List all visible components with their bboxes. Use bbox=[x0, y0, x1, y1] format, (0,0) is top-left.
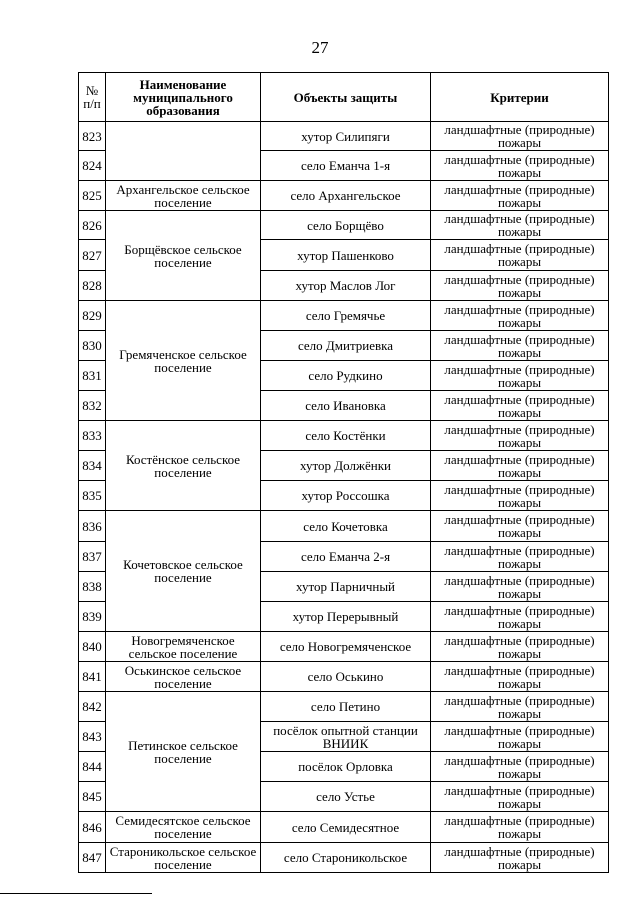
header-num: № п/п bbox=[79, 73, 106, 122]
protection-object-cell: село Ивановка bbox=[261, 391, 431, 421]
protection-object-cell: село Еманча 1-я bbox=[261, 151, 431, 181]
protection-object-cell: село Кочетовка bbox=[261, 511, 431, 542]
criteria-cell: ландшафтные (природные) пожары bbox=[431, 151, 609, 181]
protection-object-cell: хутор Россошка bbox=[261, 481, 431, 511]
criteria-cell: ландшафтные (природные) пожары bbox=[431, 361, 609, 391]
row-number: 833 bbox=[79, 421, 106, 451]
protection-object-cell: село Еманча 2-я bbox=[261, 542, 431, 572]
municipality-cell: Петинское сельское поселение bbox=[106, 692, 261, 812]
criteria-cell: ландшафтные (природные) пожары bbox=[431, 240, 609, 271]
protection-object-cell: хутор Маслов Лог bbox=[261, 271, 431, 301]
protection-object-cell: посёлок опытной станции ВНИИК bbox=[261, 722, 431, 752]
row-number: 829 bbox=[79, 301, 106, 331]
municipality-cell: Староникольское сельское поселение bbox=[106, 843, 261, 873]
row-number: 825 bbox=[79, 181, 106, 211]
table-row bbox=[79, 122, 609, 151]
row-number: 827 bbox=[79, 240, 106, 271]
criteria-cell: ландшафтные (природные) пожары bbox=[431, 542, 609, 572]
criteria-cell: ландшафтные (природные) пожары bbox=[431, 752, 609, 782]
municipality-cell: Гремяченское сельское поселение bbox=[106, 301, 261, 421]
row-number: 823 bbox=[79, 122, 106, 151]
criteria-cell: ландшафтные (природные) пожары bbox=[431, 843, 609, 873]
header-municipality: Наименование муниципального образования bbox=[106, 73, 261, 122]
row-number: 839 bbox=[79, 602, 106, 632]
row-number: 838 bbox=[79, 572, 106, 602]
protection-objects-table bbox=[78, 72, 609, 873]
protection-object-cell: село Староникольское bbox=[261, 843, 431, 873]
municipality-cell: Новогремяченское сельское поселение bbox=[106, 632, 261, 662]
row-number: 828 bbox=[79, 271, 106, 301]
protection-object-cell: село Архангельское bbox=[261, 181, 431, 211]
row-number: 832 bbox=[79, 391, 106, 421]
table-body bbox=[79, 122, 609, 873]
protection-object-cell: село Оськино bbox=[261, 662, 431, 692]
criteria-cell: ландшафтные (природные) пожары bbox=[431, 722, 609, 752]
row-number: 843 bbox=[79, 722, 106, 752]
page-number: 27 bbox=[311, 38, 329, 57]
table-row bbox=[79, 843, 609, 873]
row-number: 842 bbox=[79, 692, 106, 722]
criteria-cell: ландшафтные (природные) пожары bbox=[431, 451, 609, 481]
row-number: 847 bbox=[79, 843, 106, 873]
criteria-cell: ландшафтные (природные) пожары bbox=[431, 812, 609, 843]
criteria-cell: ландшафтные (природные) пожары bbox=[431, 301, 609, 331]
table-row bbox=[79, 692, 609, 722]
protection-object-cell: село Борщёво bbox=[261, 211, 431, 240]
row-number: 837 bbox=[79, 542, 106, 572]
row-number: 841 bbox=[79, 662, 106, 692]
header-objects: Объекты защиты bbox=[261, 73, 431, 122]
protection-object-cell: хутор Пашенково bbox=[261, 240, 431, 271]
row-number: 835 bbox=[79, 481, 106, 511]
protection-object-cell: село Семидесятное bbox=[261, 812, 431, 843]
municipality-cell: Борщёвское сельское поселение bbox=[106, 211, 261, 301]
municipality-cell: Архангельское сельское поселение bbox=[106, 181, 261, 211]
protection-object-cell: хутор Должёнки bbox=[261, 451, 431, 481]
municipality-cell: Семидесятское сельское поселение bbox=[106, 812, 261, 843]
criteria-cell: ландшафтные (природные) пожары bbox=[431, 511, 609, 542]
municipality-cell: Кочетовское сельское поселение bbox=[106, 511, 261, 632]
criteria-cell: ландшафтные (природные) пожары bbox=[431, 271, 609, 301]
table-row bbox=[79, 421, 609, 451]
row-number: 836 bbox=[79, 511, 106, 542]
row-number: 844 bbox=[79, 752, 106, 782]
table-row bbox=[79, 181, 609, 211]
protection-object-cell: село Гремячье bbox=[261, 301, 431, 331]
criteria-cell: ландшафтные (природные) пожары bbox=[431, 211, 609, 240]
criteria-cell: ландшафтные (природные) пожары bbox=[431, 602, 609, 632]
row-number: 831 bbox=[79, 361, 106, 391]
table-row bbox=[79, 662, 609, 692]
criteria-cell: ландшафтные (природные) пожары bbox=[431, 421, 609, 451]
table-row bbox=[79, 511, 609, 542]
protection-object-cell: село Рудкино bbox=[261, 361, 431, 391]
criteria-cell: ландшафтные (природные) пожары bbox=[431, 391, 609, 421]
row-number: 834 bbox=[79, 451, 106, 481]
row-number: 830 bbox=[79, 331, 106, 361]
table-row bbox=[79, 812, 609, 843]
row-number: 824 bbox=[79, 151, 106, 181]
municipality-cell bbox=[106, 122, 261, 181]
row-number: 845 bbox=[79, 782, 106, 812]
header-criteria: Критерии bbox=[431, 73, 609, 122]
criteria-cell: ландшафтные (природные) пожары bbox=[431, 331, 609, 361]
criteria-cell: ландшафтные (природные) пожары bbox=[431, 662, 609, 692]
municipality-cell: Оськинское сельское поселение bbox=[106, 662, 261, 692]
table-header-row bbox=[79, 73, 609, 122]
municipality-cell: Костёнское сельское поселение bbox=[106, 421, 261, 511]
protection-object-cell: хутор Силипяги bbox=[261, 122, 431, 151]
table-row bbox=[79, 632, 609, 662]
criteria-cell: ландшафтные (природные) пожары bbox=[431, 692, 609, 722]
criteria-cell: ландшафтные (природные) пожары bbox=[431, 181, 609, 211]
protection-object-cell: село Петино bbox=[261, 692, 431, 722]
protection-object-cell: село Костёнки bbox=[261, 421, 431, 451]
table-row bbox=[79, 211, 609, 240]
protection-object-cell: село Дмитриевка bbox=[261, 331, 431, 361]
footnote-divider bbox=[0, 893, 152, 894]
criteria-cell: ландшафтные (природные) пожары bbox=[431, 632, 609, 662]
row-number: 846 bbox=[79, 812, 106, 843]
criteria-cell: ландшафтные (природные) пожары bbox=[431, 481, 609, 511]
protection-object-cell: посёлок Орловка bbox=[261, 752, 431, 782]
criteria-cell: ландшафтные (природные) пожары bbox=[431, 122, 609, 151]
criteria-cell: ландшафтные (природные) пожары bbox=[431, 782, 609, 812]
protection-object-cell: хутор Перерывный bbox=[261, 602, 431, 632]
protection-object-cell: село Устье bbox=[261, 782, 431, 812]
table-row bbox=[79, 301, 609, 331]
protection-object-cell: хутор Парничный bbox=[261, 572, 431, 602]
row-number: 840 bbox=[79, 632, 106, 662]
row-number: 826 bbox=[79, 211, 106, 240]
criteria-cell: ландшафтные (природные) пожары bbox=[431, 572, 609, 602]
protection-object-cell: село Новогремяченское bbox=[261, 632, 431, 662]
